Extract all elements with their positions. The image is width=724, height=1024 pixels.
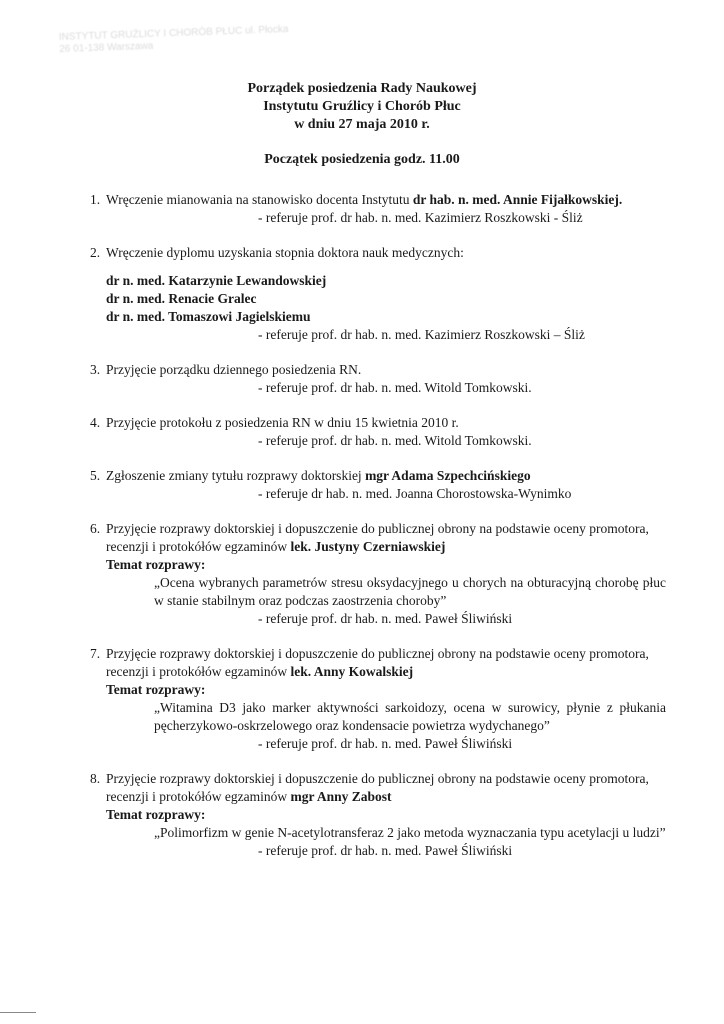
header-title-line1: Porządek posiedzenia Rady Naukowej	[247, 81, 477, 96]
item-number: 6.	[90, 521, 101, 536]
item-referent: - referuje dr hab. n. med. Joanna Chorostowska-Wynimko	[258, 486, 572, 501]
recipient-name: dr n. med. Katarzynie Lewandowskiej	[106, 273, 327, 288]
agenda-item-5	[90, 467, 666, 503]
item-text: Zgłoszenie zmiany tytułu rozprawy doktorskiej mgr Adama Szpechcińskiego	[106, 468, 531, 483]
header-date: w dniu 27 maja 2010 r.	[294, 117, 430, 132]
item-referent: - referuje prof. dr hab. n. med. Paweł Śliwiński	[258, 736, 513, 751]
topic-label: Temat rozprawy:	[106, 557, 206, 572]
dissertation-topic: „Ocena wybranych parametrów stresu oksydacyjnego u chorych na obturacyjną chorobę płuc w stanie stabilnym oraz podczas zaostrzenia choroby”	[154, 575, 666, 608]
agenda-item-1	[90, 191, 666, 227]
item-number: 5.	[90, 468, 101, 483]
document-header	[0, 80, 724, 169]
item-referent: - referuje prof. dr hab. n. med. Witold Tomkowski.	[258, 433, 532, 448]
item-text: Przyjęcie rozprawy doktorskiej i dopuszczenie do publicznej obrony na podstawie oceny promotora, recenzji i protokółów egzaminów lek. Anny Kowalskiej	[106, 646, 649, 679]
item-person: lek. Anny Kowalskiej	[290, 664, 414, 679]
agenda-item-8	[90, 770, 666, 860]
item-number: 4.	[90, 415, 101, 430]
header-title-line2: Instytutu Gruźlicy i Chorób Płuc	[263, 99, 461, 114]
topic-label: Temat rozprawy:	[106, 807, 206, 822]
agenda-item-4	[90, 414, 666, 450]
item-referent: - referuje prof. dr hab. n. med. Kazimierz Roszkowski - Śliż	[258, 210, 583, 225]
agenda-list	[90, 191, 666, 877]
item-referent: - referuje prof. dr hab. n. med. Paweł Śliwiński	[258, 843, 513, 858]
item-number: 8.	[90, 771, 101, 786]
stamp-text: INSTYTUT GRUŹLICY I CHORÓB PŁUC ul. Płocka 26 01-138 Warszawa	[58, 24, 289, 56]
agenda-item-2	[90, 244, 666, 344]
item-number: 3.	[90, 362, 101, 377]
item-text: Przyjęcie rozprawy doktorskiej i dopuszczenie do publicznej obrony na podstawie oceny promotora, recenzji i protokółów egzaminów mgr Anny Zabost	[106, 771, 649, 804]
agenda-item-7	[90, 645, 666, 753]
recipient-name: dr n. med. Renacie Gralec	[106, 291, 257, 306]
item-referent: - referuje prof. dr hab. n. med. Witold Tomkowski.	[258, 380, 532, 395]
item-person: lek. Justyny Czerniawskiej	[290, 539, 446, 554]
item-text: Przyjęcie porządku dziennego posiedzenia RN.	[106, 362, 362, 377]
dissertation-topic: „Polimorfizm w genie N-acetylotransferaz 2 jako metoda wyznaczania typu acetylacji u ludzi”	[154, 825, 666, 840]
scan-edge-mark	[0, 1012, 36, 1013]
item-text: Wręczenie mianowania na stanowisko docenta Instytutu dr hab. n. med. Annie Fijałkowskiej.	[106, 192, 623, 207]
item-number: 7.	[90, 646, 101, 661]
agenda-item-6	[90, 520, 666, 628]
agenda-item-3	[90, 361, 666, 397]
meeting-start-time: Początek posiedzenia godz. 11.00	[264, 152, 460, 167]
recipient-name: dr n. med. Tomaszowi Jagielskiemu	[106, 309, 311, 324]
dissertation-topic: „Witamina D3 jako marker aktywności sarkoidozy, ocena w surowicy, płynie z płukania pęcherzykowo-oskrzelowego oraz kondensacie powietrza wydychanego”	[154, 700, 666, 733]
item-referent: - referuje prof. dr hab. n. med. Paweł Śliwiński	[258, 611, 513, 626]
topic-label: Temat rozprawy:	[106, 682, 206, 697]
item-text: Przyjęcie protokołu z posiedzenia RN w dniu 15 kwietnia 2010 r.	[106, 415, 459, 430]
item-text: Wręczenie dyplomu uzyskania stopnia doktora nauk medycznych:	[106, 245, 464, 260]
item-number: 1.	[90, 192, 101, 207]
item-referent: - referuje prof. dr hab. n. med. Kazimierz Roszkowski – Śliż	[258, 327, 585, 342]
item-number: 2.	[90, 245, 101, 260]
item-person: mgr Adama Szpechcińskiego	[365, 468, 531, 483]
item-person: mgr Anny Zabost	[290, 789, 392, 804]
diploma-recipients	[106, 272, 666, 326]
item-person: dr hab. n. med. Annie Fijałkowskiej.	[412, 192, 623, 207]
item-text: Przyjęcie rozprawy doktorskiej i dopuszczenie do publicznej obrony na podstawie oceny promotora, recenzji i protokółów egzaminów lek. Justyny Czerniawskiej	[106, 521, 649, 554]
